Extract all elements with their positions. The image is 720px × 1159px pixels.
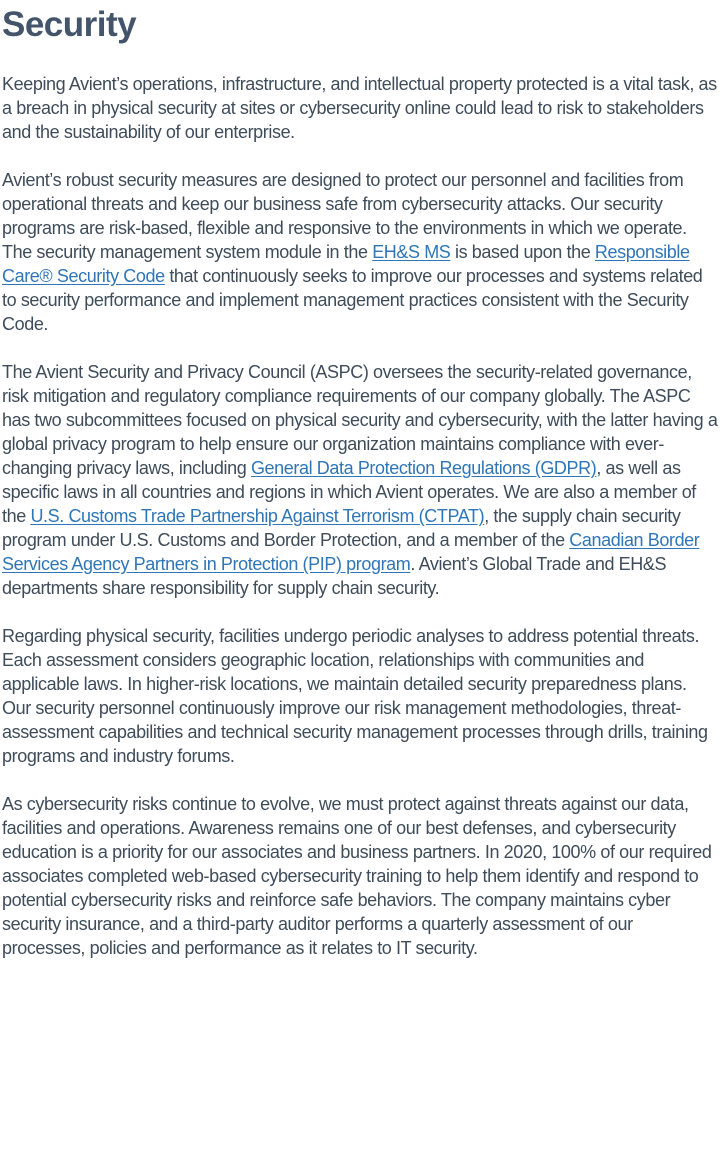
gdpr-link[interactable]: General Data Protection Regulations (GDPR)	[250, 458, 597, 478]
paragraph-text: . Avient’s Global Trade and EH&S departments share responsibility for supply chain security.	[2, 554, 667, 598]
paragraph-text: is based upon the	[450, 242, 595, 262]
paragraph-text: that continuously seeks to improve our processes and systems related to security performance and implement management practices consistent with the Security Code.	[2, 266, 703, 334]
pip-program-link[interactable]: Canadian Border Services Agency Partners in Protection (PIP) program	[2, 530, 700, 574]
paragraph-3	[2, 360, 718, 600]
paragraph-text: Avient’s robust security measures are designed to protect our personnel and facilities from operational threats and keep our business safe from cybersecurity attacks. Our security programs are risk-based, flexible and responsive to the environments in which we operate. The security management system module in the	[2, 170, 687, 262]
paragraph-4	[2, 624, 718, 768]
paragraph-2	[2, 168, 718, 336]
responsible-care-security-code-link[interactable]: Responsible Care® Security Code	[2, 242, 690, 286]
paragraph-text: As cybersecurity risks continue to evolve, we must protect against threats against our data, facilities and operations. Awareness remains one of our best defenses, and cybersecurity education is a priority for our associates and business partners. In 2020, 100% of our required associates completed web-based cybersecurity training to help them identify and respond to potential cybersecurity risks and reinforce safe behaviors. The company maintains cyber security insurance, and a third-party auditor performs a quarterly assessment of our processes, policies and performance as it relates to IT security.	[2, 794, 712, 958]
body-paragraphs	[2, 72, 718, 960]
paragraph-text: Keeping Avient’s operations, infrastructure, and intellectual property protected is a vital task, as a breach in physical security at sites or cybersecurity online could lead to risk to stakeholders and the sustainability of our enterprise.	[2, 74, 717, 142]
paragraph-text: , as well as specific laws in all countries and regions in which Avient operates. We are also a member of the	[2, 458, 696, 526]
paragraph-text: The Avient Security and Privacy Council (ASPC) oversees the security-related governance, risk mitigation and regulatory compliance requirements of our company globally. The ASPC has two subcommittees focused on physical security and cybersecurity, with the latter having a global privacy program to help ensure our organization maintains compliance with ever-changing privacy laws, including	[2, 362, 718, 478]
paragraph-text: Regarding physical security, facilities undergo periodic analyses to address potential threats. Each assessment considers geographic location, relationships with communities and applicable laws. In higher-risk locations, we maintain detailed security preparedness plans. Our security personnel continuously improve our risk management methodologies, threat-assessment capabilities and technical security management processes through drills, training programs and industry forums.	[2, 626, 708, 766]
paragraph-text: , the supply chain security program under U.S. Customs and Border Protection, and a member of the	[2, 506, 681, 550]
page-title: Security	[2, 5, 137, 44]
ctpat-link[interactable]: U.S. Customs Trade Partnership Against Terrorism (CTPAT)	[30, 506, 485, 526]
paragraph-5	[2, 792, 718, 960]
ehs-ms-link[interactable]: EH&S MS	[372, 242, 451, 262]
paragraph-1	[2, 72, 718, 144]
